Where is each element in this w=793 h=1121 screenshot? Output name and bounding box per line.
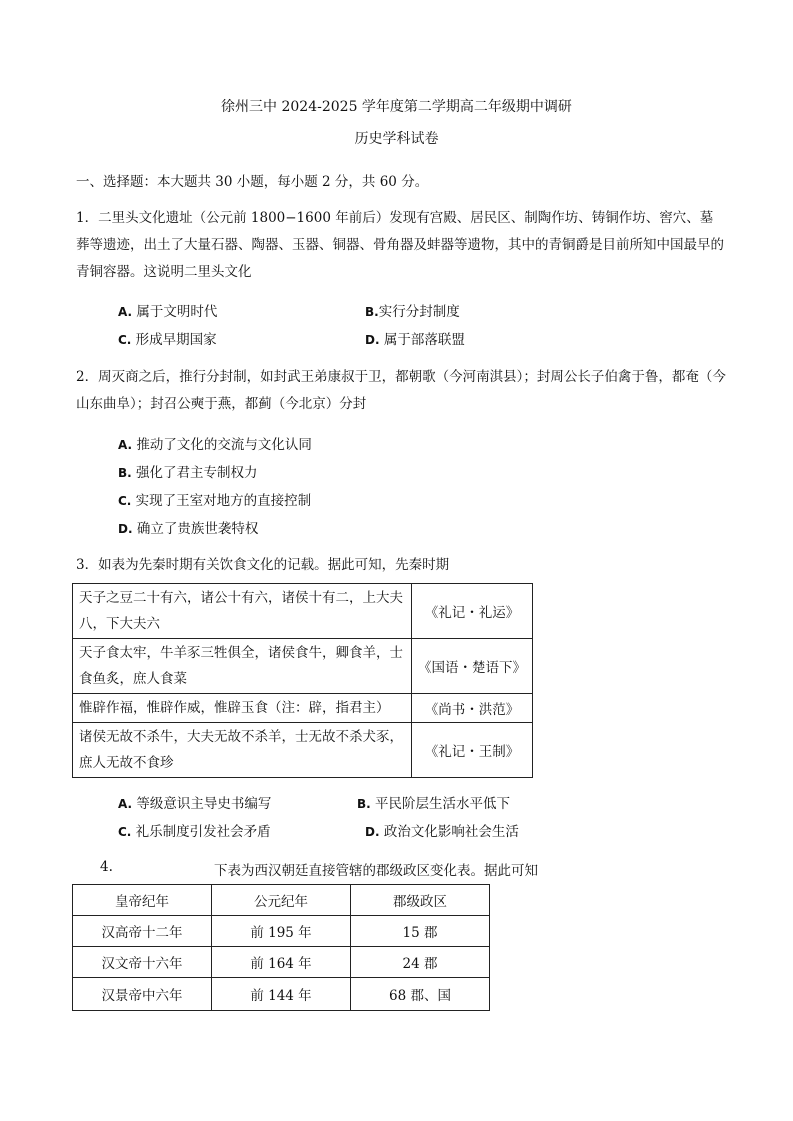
table-cell: 惟辟作福，惟辟作威，惟辟玉食（注：辟，指君主） — [73, 694, 412, 723]
table-cell: 《尚书・洪范》 — [412, 694, 533, 723]
table-row — [73, 584, 533, 639]
question-number: 3． — [76, 557, 99, 573]
records-table — [72, 583, 533, 778]
option-d: D. 确立了贵族世袭特权 — [118, 521, 259, 537]
table-cell: 《礼记・王制》 — [412, 723, 533, 778]
option-b: B.实行分封制度 — [365, 304, 460, 320]
question-number: 2． — [76, 369, 99, 385]
option-c: C. 形成早期国家 — [118, 332, 217, 348]
table-row — [73, 978, 490, 1011]
table-row — [73, 694, 533, 723]
question-4-number: 4. — [100, 859, 113, 875]
question-1-stem — [76, 205, 726, 286]
table-header-row — [73, 885, 490, 916]
table-cell: 汉文帝十六年 — [73, 947, 212, 978]
question-text: 二里头文化遗址（公元前 1800−1600 年前后）发现有宫殿、居民区、制陶作坊、铸铜作坊、窖穴、墓葬等遗迹，出土了大量石器、陶器、玉器、铜器、骨角器及蚌器等遗物，其中的青铜爵是目前所知中国最早的青铜容器。这说明二里头文化 — [76, 210, 724, 280]
table-cell: 汉高帝十二年 — [73, 916, 212, 947]
table-row — [73, 947, 490, 978]
option-a: A. 推动了文化的交流与文化认同 — [118, 437, 312, 453]
table-cell: 前 164 年 — [212, 947, 351, 978]
question-4-stem: 下表为西汉朝廷直接管辖的郡级政区变化表。据此可知 — [214, 863, 538, 879]
table-cell: 天子食太牢，牛羊豕三牲俱全，诸侯食牛，卿食羊，士食鱼炙，庶人食菜 — [73, 639, 412, 694]
question-text: 如表为先秦时期有关饮食文化的记载。据此可知，先秦时期 — [98, 557, 450, 573]
table-cell: 《礼记・礼运》 — [412, 584, 533, 639]
question-number: 1． — [76, 210, 99, 226]
column-header: 皇帝纪年 — [73, 885, 212, 916]
prefecture-table — [72, 884, 490, 1011]
table-cell: 24 郡 — [351, 947, 490, 978]
table-cell: 汉景帝中六年 — [73, 978, 212, 1011]
option-b: B. 强化了君主专制权力 — [118, 465, 258, 481]
table-cell: 68 郡、国 — [351, 978, 490, 1011]
table-cell: 天子之豆二十有六，诸公十有六，诸侯十有二，上大夫八，下大夫六 — [73, 584, 412, 639]
table-row — [73, 916, 490, 947]
exam-subtitle: 历史学科试卷 — [354, 131, 439, 147]
table-cell: 诸侯无故不杀牛，大夫无故不杀羊，士无故不杀犬豕，庶人无故不食珍 — [73, 723, 412, 778]
exam-title: 徐州三中 2024-2025 学年度第二学期高二年级期中调研 — [221, 99, 572, 115]
table-cell: 前 195 年 — [212, 916, 351, 947]
option-a: A. 属于文明时代 — [118, 304, 218, 320]
question-2-stem — [76, 364, 726, 418]
table-row — [73, 639, 533, 694]
table-cell: 前 144 年 — [212, 978, 351, 1011]
table-row — [73, 723, 533, 778]
question-3-stem — [76, 552, 726, 579]
option-c: C. 礼乐制度引发社会矛盾 — [118, 824, 271, 840]
option-d: D. 政治文化影响社会生活 — [365, 824, 519, 840]
table-cell: 《国语・楚语下》 — [412, 639, 533, 694]
option-d: D. 属于部落联盟 — [365, 332, 465, 348]
option-b: B. 平民阶层生活水平低下 — [357, 796, 511, 812]
column-header: 郡级政区 — [351, 885, 490, 916]
column-header: 公元纪年 — [212, 885, 351, 916]
option-c: C. 实现了王室对地方的直接控制 — [118, 493, 312, 509]
section-heading: 一、选择题：本大题共 30 小题，每小题 2 分，共 60 分。 — [76, 174, 429, 190]
question-text: 周灭商之后，推行分封制，如封武王弟康叔于卫，都朝歌（今河南淇县）；封周公长子伯禽于鲁，都奄（今山东曲阜）；封召公奭于燕，都蓟（今北京）分封 — [76, 369, 726, 412]
option-a: A. 等级意识主导史书编写 — [118, 796, 272, 812]
table-cell: 15 郡 — [351, 916, 490, 947]
